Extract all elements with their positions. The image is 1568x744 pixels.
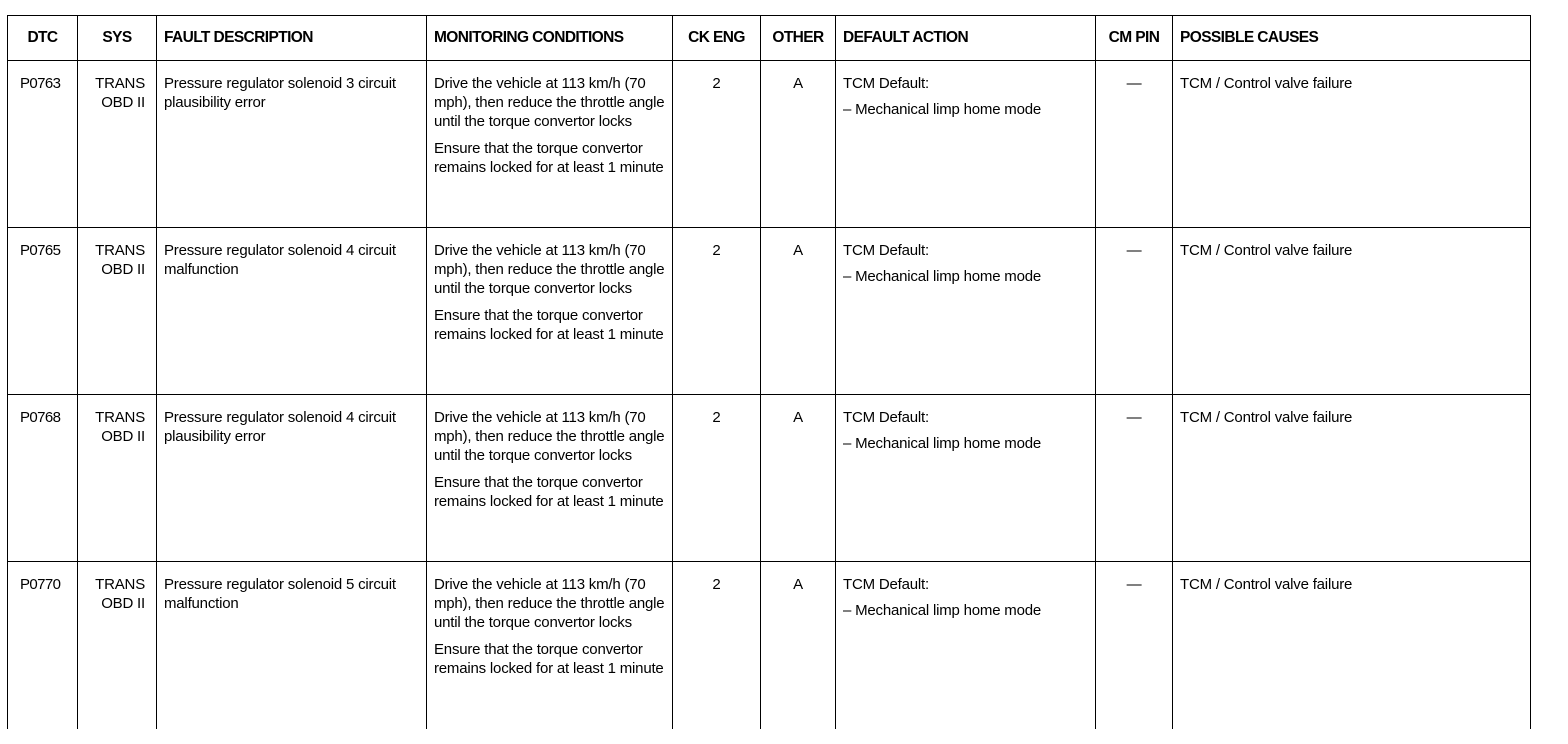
cm-pin-cell	[1096, 395, 1173, 562]
sys-line-1: TRANS	[95, 75, 145, 92]
ck-eng-cell	[673, 562, 761, 729]
ck-eng-cell	[673, 395, 761, 562]
sys-line-1: TRANS	[95, 242, 145, 259]
fault-description: Pressure regulator solenoid 4 circuit plausibility error	[164, 409, 396, 445]
dtc-cell	[8, 61, 78, 228]
possible-causes: TCM / Control valve failure	[1180, 409, 1353, 426]
other-value: A	[793, 75, 803, 92]
cm-pin-value: —	[1126, 576, 1142, 593]
cm-pin-value: —	[1126, 242, 1142, 259]
sys-line-2: OBD II	[101, 595, 145, 612]
header-cm-pin: CM PIN	[1096, 16, 1173, 61]
table-row	[8, 395, 1531, 562]
other-value: A	[793, 242, 803, 259]
fault-description: Pressure regulator solenoid 4 circuit malfunction	[164, 242, 396, 278]
cm-pin-value: —	[1126, 75, 1142, 92]
monitoring-cell	[427, 395, 673, 562]
other-cell	[761, 562, 836, 729]
monitoring-condition-2: Ensure that the torque convertor remains locked for at least 1 minute	[434, 140, 664, 176]
dtc-table	[7, 15, 1531, 729]
default-action-cell	[836, 395, 1096, 562]
default-action-cell	[836, 61, 1096, 228]
table-row	[8, 61, 1531, 228]
sys-line-2: OBD II	[101, 261, 145, 278]
action-title: TCM Default:	[843, 75, 929, 92]
action-title: TCM Default:	[843, 242, 929, 259]
causes-cell	[1173, 61, 1531, 228]
dtc-code: P0763	[20, 75, 61, 92]
ck-eng-value: 2	[712, 576, 721, 593]
monitoring-condition-2: Ensure that the torque convertor remains locked for at least 1 minute	[434, 307, 664, 343]
monitoring-condition-1: Drive the vehicle at 113 km/h (70 mph), then reduce the throttle angle until the torque convertor locks	[434, 75, 665, 130]
other-value: A	[793, 576, 803, 593]
default-action-cell	[836, 562, 1096, 729]
fault-description: Pressure regulator solenoid 3 circuit plausibility error	[164, 75, 396, 111]
possible-causes: TCM / Control valve failure	[1180, 576, 1353, 593]
header-dtc: DTC	[8, 16, 78, 61]
causes-cell	[1173, 562, 1531, 729]
possible-causes: TCM / Control valve failure	[1180, 75, 1353, 92]
fault-cell	[157, 395, 427, 562]
table-body	[8, 61, 1531, 729]
possible-causes: TCM / Control valve failure	[1180, 242, 1353, 259]
monitoring-cell	[427, 562, 673, 729]
dtc-code: P0765	[20, 242, 61, 259]
sys-cell	[78, 228, 157, 395]
ck-eng-value: 2	[712, 242, 721, 259]
action-item: – Mechanical limp home mode	[843, 435, 1042, 452]
sys-line-1: TRANS	[95, 409, 145, 426]
header-default-action: DEFAULT ACTION	[836, 16, 1096, 61]
cm-pin-cell	[1096, 61, 1173, 228]
dtc-cell	[8, 395, 78, 562]
monitoring-cell	[427, 228, 673, 395]
other-cell	[761, 395, 836, 562]
other-cell	[761, 61, 836, 228]
action-title: TCM Default:	[843, 576, 929, 593]
monitoring-condition-2: Ensure that the torque convertor remains locked for at least 1 minute	[434, 474, 664, 510]
action-item: – Mechanical limp home mode	[843, 602, 1042, 619]
dtc-code: P0770	[20, 576, 61, 593]
dtc-cell	[8, 228, 78, 395]
default-action-cell	[836, 228, 1096, 395]
other-cell	[761, 228, 836, 395]
sys-cell	[78, 562, 157, 729]
header-other: OTHER	[761, 16, 836, 61]
monitoring-condition-1: Drive the vehicle at 113 km/h (70 mph), then reduce the throttle angle until the torque convertor locks	[434, 409, 665, 464]
action-item: – Mechanical limp home mode	[843, 101, 1042, 118]
sys-line-1: TRANS	[95, 576, 145, 593]
ck-eng-cell	[673, 228, 761, 395]
causes-cell	[1173, 228, 1531, 395]
causes-cell	[1173, 395, 1531, 562]
monitoring-condition-1: Drive the vehicle at 113 km/h (70 mph), then reduce the throttle angle until the torque convertor locks	[434, 242, 665, 297]
sys-line-2: OBD II	[101, 428, 145, 445]
header-possible-causes: POSSIBLE CAUSES	[1173, 16, 1531, 61]
sys-cell	[78, 395, 157, 562]
header-sys: SYS	[78, 16, 157, 61]
ck-eng-value: 2	[712, 409, 721, 426]
fault-cell	[157, 228, 427, 395]
monitoring-condition-2: Ensure that the torque convertor remains locked for at least 1 minute	[434, 641, 664, 677]
fault-description: Pressure regulator solenoid 5 circuit malfunction	[164, 576, 396, 612]
header-fault-description: FAULT DESCRIPTION	[157, 16, 427, 61]
header-row	[8, 16, 1531, 61]
header-monitoring-conditions: MONITORING CONDITIONS	[427, 16, 673, 61]
sys-cell	[78, 61, 157, 228]
ck-eng-value: 2	[712, 75, 721, 92]
action-item: – Mechanical limp home mode	[843, 268, 1042, 285]
cm-pin-cell	[1096, 562, 1173, 729]
monitoring-cell	[427, 61, 673, 228]
cm-pin-value: —	[1126, 409, 1142, 426]
action-title: TCM Default:	[843, 409, 929, 426]
table-row	[8, 228, 1531, 395]
sys-line-2: OBD II	[101, 94, 145, 111]
table-row	[8, 562, 1531, 729]
cm-pin-cell	[1096, 228, 1173, 395]
header-ck-eng: CK ENG	[673, 16, 761, 61]
dtc-code: P0768	[20, 409, 61, 426]
fault-cell	[157, 61, 427, 228]
ck-eng-cell	[673, 61, 761, 228]
other-value: A	[793, 409, 803, 426]
table-header	[8, 16, 1531, 61]
dtc-cell	[8, 562, 78, 729]
monitoring-condition-1: Drive the vehicle at 113 km/h (70 mph), then reduce the throttle angle until the torque convertor locks	[434, 576, 665, 631]
fault-cell	[157, 562, 427, 729]
